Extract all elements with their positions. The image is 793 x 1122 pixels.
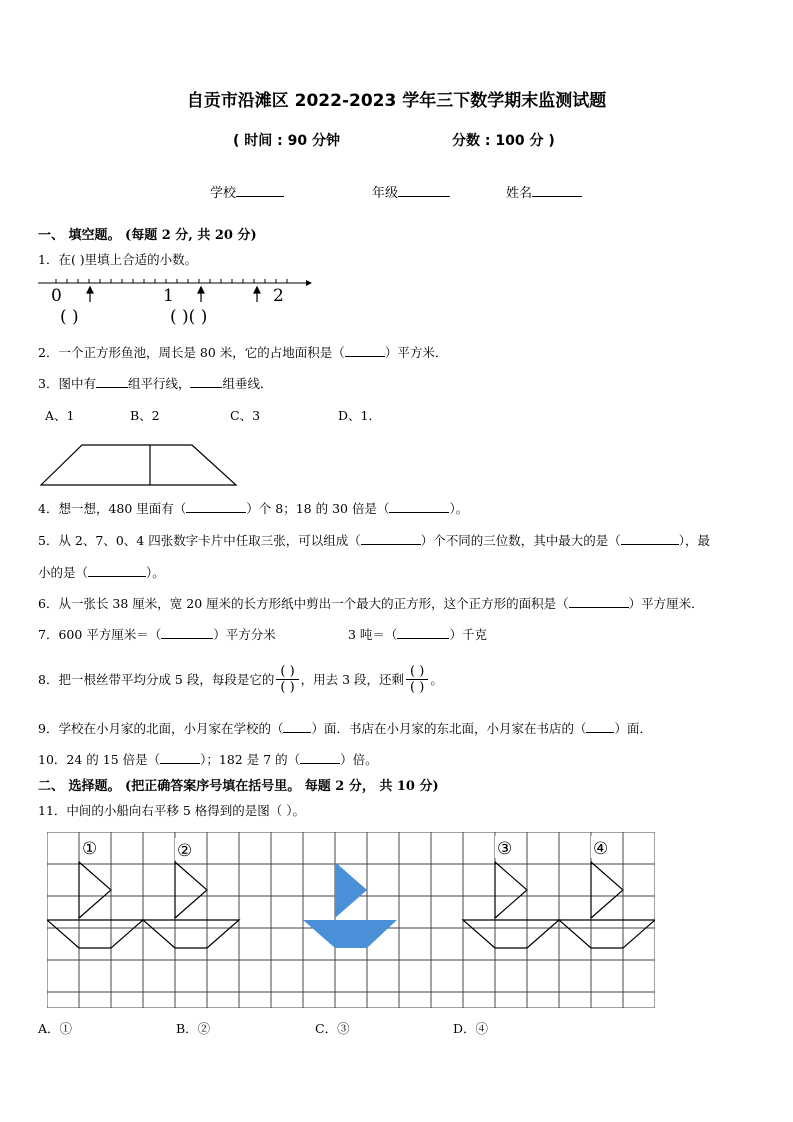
q2-text-b: ）平方米． <box>384 345 448 360</box>
question-5-cont <box>38 563 165 581</box>
q3-option-d[interactable]: D、1． <box>338 408 381 423</box>
section2-heading: 二、 选择题。 (把正确答案序号填在括号里。 每题 2 分， 共 10 分) <box>38 779 439 794</box>
q7-text-d: ）千克 <box>449 627 487 642</box>
q8-text-b: ，用去 3 段，还剩 <box>300 672 405 687</box>
q4-blank-2[interactable] <box>389 500 449 513</box>
label-2: ② <box>177 841 193 861</box>
q4-text-a: 4．想一想，480 里面有（ <box>38 501 187 516</box>
answer-paren-1[interactable]: ( ) <box>60 307 79 327</box>
number-line <box>36 276 316 336</box>
grade-field[interactable] <box>372 182 450 201</box>
middle-boat <box>303 862 397 948</box>
q3-text-a: 3．图中有 <box>38 376 96 391</box>
q10-blank-2[interactable] <box>300 751 340 764</box>
question-7a <box>38 625 276 643</box>
frac1-numerator[interactable]: ( ) <box>276 664 298 680</box>
answer-paren-2-3[interactable]: ( )( ) <box>170 307 208 327</box>
q6-text-a: 6．从一张长 38 厘米，宽 20 厘米的长方形纸中剪出一个最大的正方形，这个正方形的面积是（ <box>38 596 569 611</box>
q7-blank-2[interactable] <box>397 626 449 639</box>
question-6 <box>38 594 704 612</box>
exam-score: 分数 : 100 分 ) <box>452 133 555 149</box>
question-4 <box>38 499 468 517</box>
boat-1 <box>47 862 143 948</box>
question-1: 1．在( )里填上合适的小数。 <box>38 252 198 267</box>
q5-text-b: ）个不同的三位数，其中最大的是（ <box>420 533 621 548</box>
trapezoid-figure <box>38 443 243 488</box>
frac2-numerator[interactable]: ( ) <box>406 664 428 680</box>
school-label: 学校 <box>210 186 237 201</box>
tick-label-2: 2 <box>273 286 284 306</box>
name-blank[interactable] <box>532 184 582 197</box>
question-11: 11．中间的小船向右平移 5 格得到的是图（ ）。 <box>38 803 306 818</box>
q7-text-b: ）平方分米 <box>213 627 276 642</box>
q5-blank-1[interactable] <box>361 532 421 545</box>
tick-label-0: 0 <box>51 286 62 306</box>
q3-option-b[interactable]: B、2 <box>130 408 160 423</box>
q9-text-b: ）面．书店在小月家的东北面，小月家在书店的（ <box>311 721 587 736</box>
q10-text-c: ）倍。 <box>340 752 378 767</box>
name-field[interactable] <box>506 182 582 201</box>
frac2-denominator[interactable]: ( ) <box>410 679 425 695</box>
q8-text-c: 。 <box>430 672 443 687</box>
q5-blank-3[interactable] <box>88 564 146 577</box>
q3-text-b: 组平行线， <box>127 376 191 391</box>
q5-text-d: 小的是（ <box>38 565 89 580</box>
q3-option-a[interactable]: A、1 <box>45 408 75 423</box>
q4-text-b: ）个 8；18 的 30 倍是（ <box>246 501 390 516</box>
q5-text-e: ）。 <box>146 565 165 580</box>
q7-blank-1[interactable] <box>161 626 213 639</box>
q8-fraction-2[interactable] <box>406 664 428 695</box>
question-5 <box>38 531 710 549</box>
q3-text-c: 组垂线． <box>222 376 273 391</box>
boat-3 <box>463 862 559 948</box>
q4-text-c: ）。 <box>449 501 469 516</box>
q8-fraction-1[interactable] <box>276 664 298 695</box>
boat-grid <box>47 832 655 1008</box>
q10-text-b: ）；182 是 7 的（ <box>200 752 301 767</box>
grade-blank[interactable] <box>398 184 450 197</box>
q11-option-b[interactable]: B．② <box>176 1021 211 1036</box>
page-title: 自贡市沿滩区 2022-2023 学年三下数学期末监测试题 <box>186 91 607 111</box>
boat-2 <box>143 862 239 948</box>
question-2 <box>38 343 447 361</box>
q9-text-a: 9．学校在小月家的北面，小月家在学校的（ <box>38 721 284 736</box>
q11-option-c[interactable]: C．③ <box>315 1021 350 1036</box>
q9-blank-2[interactable] <box>586 720 614 733</box>
label-3: ③ <box>497 839 513 859</box>
q7-text-c: 3 吨＝（ <box>348 627 398 642</box>
q9-text-c: ）面． <box>614 721 652 736</box>
q3-blank-2[interactable] <box>190 375 222 388</box>
label-4: ④ <box>593 839 609 859</box>
question-3 <box>38 374 272 392</box>
tick-label-1: 1 <box>163 286 174 306</box>
q3-blank-1[interactable] <box>96 375 128 388</box>
q6-text-b: ）平方厘米． <box>628 596 704 611</box>
grade-label: 年级 <box>372 186 399 201</box>
q10-text-a: 10．24 的 15 倍是（ <box>38 752 161 767</box>
question-10 <box>38 750 378 768</box>
q9-blank-1[interactable] <box>283 720 311 733</box>
question-7b <box>348 625 487 643</box>
frac1-denominator[interactable]: ( ) <box>280 679 295 695</box>
q8-text-a: 8．把一根丝带平均分成 5 段，每段是它的 <box>38 672 275 687</box>
school-blank[interactable] <box>236 184 284 197</box>
q11-option-a[interactable]: A．① <box>38 1021 73 1036</box>
question-8 <box>38 656 443 702</box>
section1-heading: 一、 填空题。 (每题 2 分, 共 20 分) <box>38 228 257 243</box>
q10-blank-1[interactable] <box>160 751 200 764</box>
exam-time: ( 时间 : 90 分钟 <box>233 133 340 149</box>
q5-text-a: 5．从 2、7、0、4 四张数字卡片中任取三张，可以组成（ <box>38 533 361 548</box>
q4-blank-1[interactable] <box>186 500 246 513</box>
q5-blank-2[interactable] <box>621 532 679 545</box>
question-9 <box>38 719 652 737</box>
q3-option-c[interactable]: C、3 <box>230 408 261 423</box>
school-field[interactable] <box>210 182 284 201</box>
label-1: ① <box>82 839 98 859</box>
q11-option-d[interactable]: D．④ <box>453 1021 489 1036</box>
boat-4 <box>559 862 655 948</box>
q7-text-a: 7．600 平方厘米＝（ <box>38 627 162 642</box>
name-label: 姓名 <box>506 186 533 201</box>
q5-text-c: ），最 <box>678 533 710 548</box>
q2-text-a: 2．一个正方形鱼池，周长是 80 米，它的占地面积是（ <box>38 345 345 360</box>
q6-blank[interactable] <box>569 595 629 608</box>
q2-blank[interactable] <box>345 344 385 357</box>
